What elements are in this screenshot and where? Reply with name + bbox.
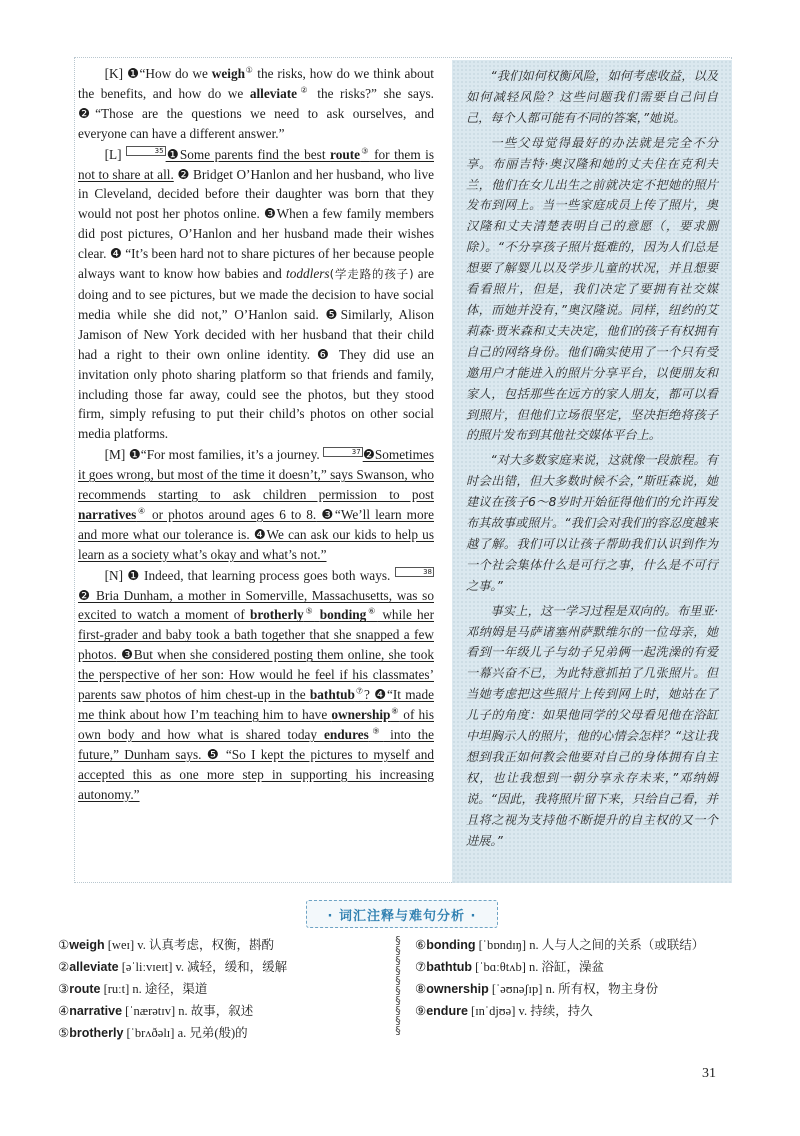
vocab-item <box>415 978 755 1000</box>
question-marker: 38 <box>395 567 435 577</box>
vocab-item <box>58 1000 398 1022</box>
paragraph-tag: [K] <box>104 66 124 81</box>
underlined-sentence <box>78 588 434 802</box>
paragraph-tag: [L] <box>104 146 122 162</box>
vocab-item <box>415 956 755 978</box>
translation-paragraph-l: 一些父母觉得最好的办法就是完全不分享。布丽吉特·奥汉隆和她的丈夫住在克利夫兰，他们在女儿出生之前就决定不把她的照片发布到网上。当一些家庭成员上传了照片，奥汉隆和丈夫清楚表明自己的意愿（，要求删除）。“不分享孩子照片挺难的，因为人们总是想要了解婴儿以及学步儿童的状况，并且想要看看照片，但是，我们决定了要拥有社交媒体，而她并没有，”奥汉隆说。同样，纽约的艾莉森·贾米森和丈夫决定，他们的孩子有权拥有自己的网络身份。他们确实使用了一个只有受邀用户才能进入的照片分享平台，以便朋友和家人，包括那些在远方的家人朋友，都可以看到照片，但他们立场很坚定，坚决拒绝将孩子的照片发布到其他社交媒体平台上。 <box>466 135 718 443</box>
vocab-number: ⑤ <box>58 1026 70 1040</box>
footnote-number: ⑤ <box>303 607 315 617</box>
vocab-number: ⑨ <box>415 1004 427 1018</box>
translation-paragraph-n: 事实上，这一学习过程是双向的。布里亚·邓纳姆是马萨诸塞州萨默维尔的一位母亲，她看到一年级儿子与幼子兄弟俩一起洗澡的有爱一幕兴奋不已，为此特意抓拍了几张照片。但当她考虑把这些照片上传到网上时，她站在了儿子的角度：如果他同学的父母看见他在浴缸中坦胸示人的照片，他的心情会怎样？“这让我想到我正如何教会他要对自己的身体拥有自主权，也让我想到一朝分享永存未来，”邓纳姆说。“因此，我将照片留下来，只给自己看，并且将之视为支持他不断提升的自主权的又一个进展。” <box>466 603 718 848</box>
footnote-number: ② <box>297 85 311 95</box>
page-number: 31 <box>702 1066 716 1081</box>
vocab-list-left <box>58 934 398 1044</box>
question-marker: 37 <box>323 447 363 457</box>
vocab-word: weigh <box>211 66 246 81</box>
sentence: ? ❹“It made me think about how I’m teaching him to have <box>78 687 435 722</box>
vocab-number: ⑦ <box>415 960 427 974</box>
question-marker: 35 <box>126 146 166 156</box>
vocab-word: alleviate <box>69 960 119 974</box>
footnote-number: ① <box>245 65 254 75</box>
sentence: ❸“We’ll learn more and more what our tolerance is. ❹We can ask our kids to help us learn as a society what’s okay and what’s not.” <box>78 506 435 562</box>
underlined-sentence <box>78 447 434 562</box>
vocab-word: narratives <box>78 506 137 522</box>
sentence: ❶“For most families, it’s a journey. <box>125 447 320 463</box>
footnote-number: ③ <box>360 146 370 156</box>
vocab-definition: n. 故事，叙述 <box>178 1004 254 1018</box>
footnote-number: ⑦ <box>354 686 364 696</box>
vocab-word: ownership <box>331 707 391 722</box>
vocab-word: route <box>330 146 361 162</box>
sentence: ❶ Indeed, that learning process goes both ways. <box>123 567 391 583</box>
vocab-word: ownership <box>426 982 489 996</box>
vocab-pronunciation: [ˈbɒndɪŋ] <box>475 938 530 952</box>
sentence: into the future,” Dunham says. ❺ “So I kept the pictures to myself and accepted this as one more step in supporting his increasing autonomy.” <box>78 726 434 802</box>
vocab-word: bonding <box>319 607 367 623</box>
chinese-translation <box>452 60 732 883</box>
vocab-word: endure <box>426 1004 468 1018</box>
sentence: ❶“How do we <box>123 66 212 81</box>
vocab-pronunciation: [ruːt] <box>100 982 133 996</box>
paragraph-tag: [N] <box>104 567 124 583</box>
footnote-number: ⑨ <box>368 726 384 736</box>
vocab-item <box>58 934 398 956</box>
vocab-section-title: · 词汇注释与难句分析 · <box>306 900 498 928</box>
sentence: ❷Sometimes it goes wrong, but most of the time it doesn’t,” says Swanson, who recommends starting to ask children permission to post <box>78 447 434 503</box>
footnote-number: ⑧ <box>390 706 400 716</box>
paragraph-n <box>78 566 434 805</box>
footnote-number: ⑥ <box>366 607 378 617</box>
vocab-pronunciation: [ˈnærətɪv] <box>122 1004 179 1018</box>
paragraph-l <box>78 145 434 445</box>
vocab-definition: n. 所有权，物主身份 <box>545 982 659 996</box>
chinese-gloss: (学走路的孩子) <box>329 267 414 282</box>
vocab-word: bathtub <box>426 960 473 974</box>
footnote-number: ④ <box>136 506 147 516</box>
vocab-word: weigh <box>69 938 105 952</box>
vocab-item <box>415 1000 755 1022</box>
translation-paragraph-k: “我们如何权衡风险，如何考虑收益，以及如何减轻风险？这些问题我们需要自己问自己，每个人都可能有不同的答案，”她说。 <box>466 69 718 125</box>
vocab-pronunciation: [ˈbrʌðəlɪ] <box>123 1026 178 1040</box>
vocab-definition: n. 浴缸，澡盆 <box>529 960 605 974</box>
glossed-word: toddlers <box>286 266 330 282</box>
sentence: ❷ Bridget O’Hanlon and her husband, who live in Cleveland, decided before their daughter was born that they would not post her photos online. ❸When a few family members did post pictures, O’Hanlon and her husband made their wishes clear. ❹ “It’s been hard not to share pictures of her because people always want to know how babies and <box>78 166 434 282</box>
vocab-divider: § § § § § § § § § § <box>395 934 401 1037</box>
vocab-number: ④ <box>58 1004 70 1018</box>
vocab-pronunciation: [ɪnˈdjʊə] <box>467 1004 519 1018</box>
vocab-definition: n. 人与人之间的关系（或联结） <box>529 938 705 952</box>
vocab-list-right <box>415 934 755 1022</box>
vocab-pronunciation: [ˈəʊnəʃɪp] <box>488 982 546 996</box>
vocab-definition: a. 兄弟(般)的 <box>177 1026 248 1040</box>
vocab-number: ② <box>58 960 70 974</box>
sentence: ❶Some parents find the best <box>165 146 331 162</box>
vocab-pronunciation: [əˈliːvɪeɪt] <box>118 960 176 974</box>
vocab-number: ⑥ <box>415 938 427 952</box>
sentence: the risks, how do we think about the benefits, and how do we <box>78 66 434 101</box>
vocab-word: endures <box>323 726 369 742</box>
vocab-word: bathtub <box>309 687 355 703</box>
paragraph-tag: [M] <box>104 447 126 463</box>
vocab-item <box>58 1022 398 1044</box>
paragraph-k <box>78 64 434 144</box>
vocab-word: narrative <box>69 1004 123 1018</box>
vocab-word: brotherly <box>250 607 304 623</box>
vocab-item <box>58 978 398 1000</box>
vocab-word: brotherly <box>69 1026 124 1040</box>
english-passage <box>78 64 434 805</box>
vocab-word: bonding <box>426 938 476 952</box>
translation-paragraph-m: “对大多数家庭来说，这就像一段旅程。有时会出错，但大多数时候不会，”斯旺森说，她建议在孩子6～8岁时开始征得他们的允许再发布其故事或照片。“我们会对我们的容忍度越来越了解。我们可以让孩子帮助我们认识到作为一个社会集体什么是可行之事，什么是不可行之事。” <box>466 453 718 593</box>
vocab-number: ① <box>58 938 70 952</box>
vocab-definition: v. 减轻，缓和，缓解 <box>175 960 288 974</box>
vocab-pronunciation: [weɪ] <box>104 938 138 952</box>
sentence: the risks?” she says. ❷“Those are the questions we need to ask ourselves, and everyone can have a different answer.” <box>78 85 434 141</box>
sentence: while her first-grader and baby took a bath together that she snapped a few photos. <box>78 607 435 663</box>
paragraph-m <box>78 445 434 564</box>
sentence: ❷ Bria Dunham, a mother in Somerville, Massachusetts, was so excited to watch a moment of <box>78 587 434 623</box>
vocab-definition: v. 认真考虑，权衡，斟酌 <box>137 938 274 952</box>
sentence: ❸But when she considered posting them online, she took the perspective of her son: How would he feel if his classmates’ parents saw photos of him chest-up in the <box>78 647 434 703</box>
sentence: are doing and to see pictures, but we made the decision to have social media while she did not,” O’Hanlon said. ❺Similarly, Alison Jamison of New York decided with her husband that their child had a right to their own online identity. ❻ They did use an invitation only photo sharing platform so that friends and family, including those far away, could see the photos, but they stood firm, simply refusing to put their child’s photos on other social media platforms. <box>78 266 434 442</box>
vocab-definition: v. 持续，持久 <box>518 1004 593 1018</box>
sentence: or photos around ages 6 to 8. <box>146 506 317 522</box>
vocab-item <box>58 956 398 978</box>
vocab-number: ③ <box>58 982 70 996</box>
vocab-definition: n. 途径，渠道 <box>132 982 208 996</box>
vocab-item <box>415 934 755 956</box>
vocab-word: route <box>69 982 101 996</box>
vocab-number: ⑧ <box>415 982 427 996</box>
sentence: for them is not to share at all. <box>78 146 435 182</box>
vocab-word: alleviate <box>249 85 298 101</box>
sentence: of his own body and how what is shared today <box>78 707 434 742</box>
vocab-pronunciation: [ˈbɑːθtʌb] <box>472 960 530 974</box>
